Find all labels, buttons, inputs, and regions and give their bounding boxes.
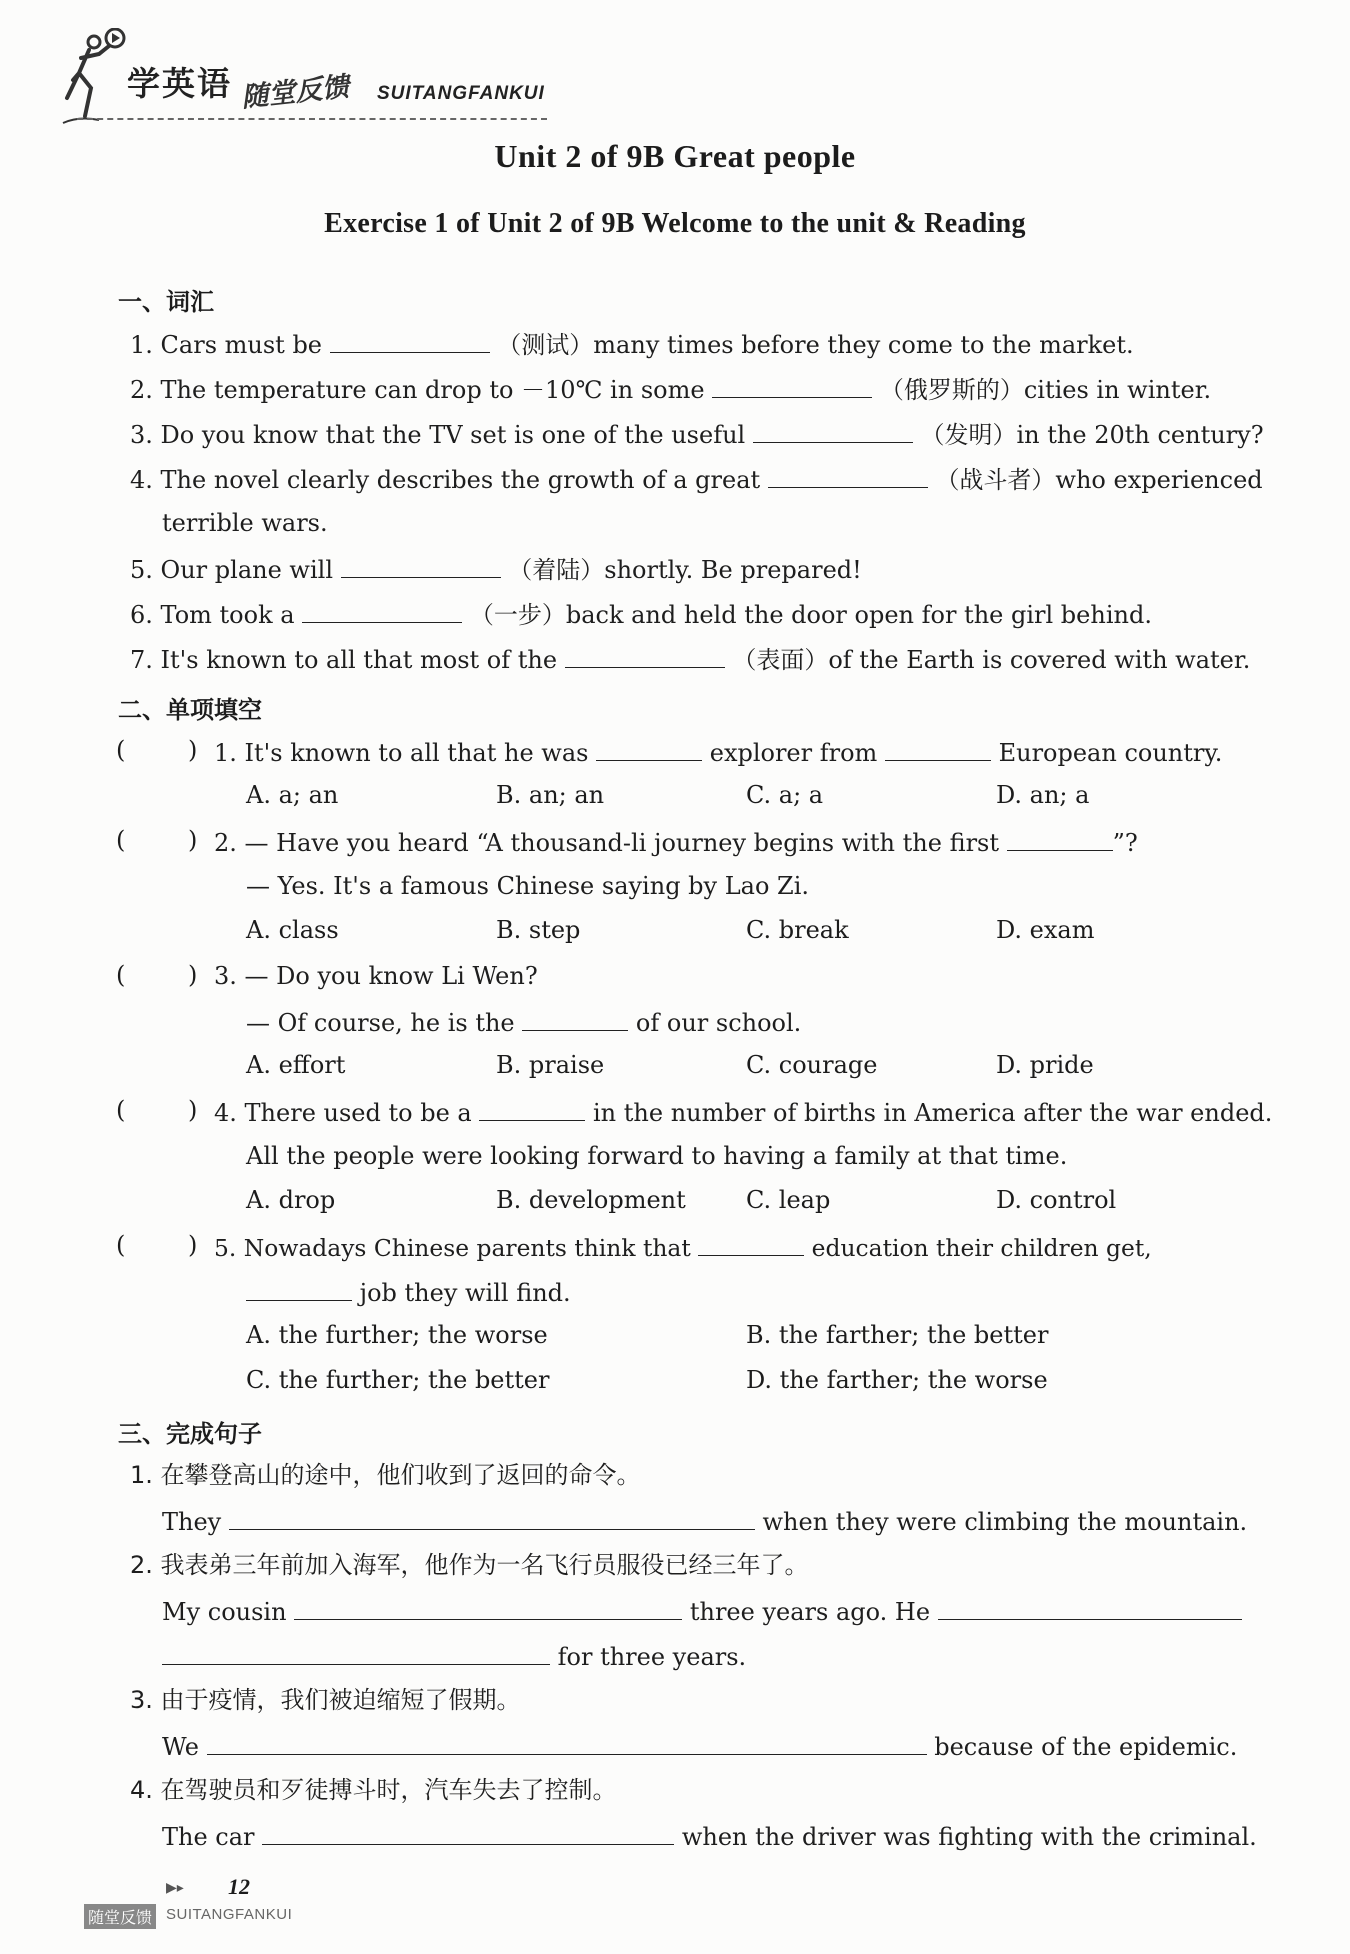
logo-sub-text: 随堂反馈 xyxy=(239,71,351,114)
item-text-after: （一步）back and held the door open for the girl behind. xyxy=(469,601,1152,629)
section-heading-complete-sentences: 三、完成句子 xyxy=(118,1420,262,1448)
logo-dashed-line xyxy=(77,118,547,120)
question-text: — Do you know Li Wen? xyxy=(244,962,538,990)
vocab-item-3 xyxy=(130,418,1264,450)
sentence-end: when the driver was fighting with the criminal. xyxy=(681,1823,1257,1851)
item-text-before: Cars must be xyxy=(160,331,323,359)
mc-question-5-continuation xyxy=(246,1276,571,1308)
mc-question-2 xyxy=(214,826,1138,858)
section-heading-vocabulary: 一、词汇 xyxy=(118,288,214,316)
translate-item-2-continuation xyxy=(162,1640,746,1672)
question-text: job they will find. xyxy=(359,1279,571,1307)
option-d[interactable]: D. an; a xyxy=(996,781,1090,809)
question-text: — Have you heard “A thousand-li journey begins with the first xyxy=(244,829,1000,857)
answer-blank[interactable] xyxy=(1007,826,1113,851)
item-text-before: Our plane will xyxy=(160,556,333,584)
sentence-start: We xyxy=(162,1733,199,1761)
answer-blank[interactable] xyxy=(330,328,490,353)
answer-bracket-left: ( xyxy=(116,1096,126,1124)
translate-item-1-chinese xyxy=(130,1460,641,1490)
translate-item-3-chinese xyxy=(130,1685,521,1715)
answer-bracket-left: ( xyxy=(116,736,126,764)
item-text-after: （战斗者）who experienced xyxy=(935,466,1263,494)
unit-title: Unit 2 of 9B Great people xyxy=(494,138,856,174)
item-number: 3. xyxy=(130,421,153,449)
answer-blank[interactable] xyxy=(885,736,991,761)
option-c[interactable]: C. courage xyxy=(746,1051,878,1079)
option-c[interactable]: C. break xyxy=(746,916,849,944)
sentence-start: The car xyxy=(162,1823,255,1851)
option-b[interactable]: B. step xyxy=(496,916,581,944)
mc-question-2-reply: — Yes. It's a famous Chinese saying by Lao Zi. xyxy=(246,872,810,900)
item-text-after: （俄罗斯的）cities in winter. xyxy=(879,376,1212,404)
item-text-after: （着陆）shortly. Be prepared! xyxy=(508,556,862,584)
item-number: 5. xyxy=(130,556,153,584)
answer-blank[interactable] xyxy=(753,418,913,443)
option-c[interactable]: C. a; a xyxy=(746,781,824,809)
answer-blank[interactable] xyxy=(938,1595,1242,1620)
answer-bracket-left: ( xyxy=(116,826,126,854)
option-b[interactable]: B. development xyxy=(496,1186,686,1214)
answer-blank[interactable] xyxy=(229,1505,755,1530)
item-number: 4. xyxy=(214,1099,237,1127)
vocab-item-4 xyxy=(130,463,1263,495)
sentence-start: They xyxy=(162,1508,222,1536)
translate-item-2-chinese xyxy=(130,1550,809,1580)
answer-blank[interactable] xyxy=(712,373,872,398)
option-a[interactable]: A. drop xyxy=(246,1186,336,1214)
question-text: European country. xyxy=(998,739,1223,767)
option-a[interactable]: A. class xyxy=(246,916,339,944)
mc-question-4-continuation: All the people were looking forward to having a family at that time. xyxy=(246,1142,1068,1170)
option-d[interactable]: D. exam xyxy=(996,916,1095,944)
sentence-end: because of the epidemic. xyxy=(934,1733,1238,1761)
mc-question-3 xyxy=(214,961,538,991)
option-b[interactable]: B. praise xyxy=(496,1051,605,1079)
item-number: 5. xyxy=(214,1234,237,1262)
mc-question-1 xyxy=(214,736,1222,768)
question-text: education their children get, xyxy=(811,1234,1152,1262)
item-number: 4. xyxy=(130,1776,153,1804)
option-a[interactable]: A. the further; the worse xyxy=(246,1321,548,1349)
logo-main-text: 学英语 xyxy=(127,64,232,103)
answer-bracket-right[interactable]: ) xyxy=(188,961,198,989)
answer-blank[interactable] xyxy=(522,1006,628,1031)
answer-blank[interactable] xyxy=(302,598,462,623)
translate-item-2-english xyxy=(162,1595,1242,1627)
answer-blank[interactable] xyxy=(207,1730,927,1755)
option-b[interactable]: B. an; an xyxy=(496,781,605,809)
answer-blank[interactable] xyxy=(294,1595,682,1620)
footer-pinyin: SUITANGFANKUI xyxy=(166,1906,293,1923)
translate-item-4-chinese xyxy=(130,1775,617,1805)
item-number: 1. xyxy=(214,739,237,767)
item-number: 1. xyxy=(130,1461,153,1489)
logo-pinyin-text: SUITANGFANKUI xyxy=(377,83,545,104)
sentence-middle: three years ago. He xyxy=(689,1598,931,1626)
item-text-after: （发明）in the 20th century? xyxy=(920,421,1264,449)
page-arrow-icon: ▶▸ xyxy=(166,1880,184,1896)
option-c[interactable]: C. the further; the better xyxy=(246,1366,550,1394)
question-text: of our school. xyxy=(635,1009,802,1037)
answer-blank[interactable] xyxy=(596,736,702,761)
item-text-before: It's known to all that most of the xyxy=(160,646,558,674)
item-number: 2. xyxy=(130,376,153,404)
mc-question-5 xyxy=(214,1231,1152,1263)
answer-bracket-right[interactable]: ) xyxy=(188,826,198,854)
mc-question-4 xyxy=(214,1096,1272,1128)
item-text-before: The novel clearly describes the growth of a great xyxy=(160,466,761,494)
translate-item-1-english xyxy=(162,1505,1247,1537)
chinese-sentence: 在驾驶员和歹徒搏斗时，汽车失去了控制。 xyxy=(160,1776,617,1804)
translate-item-4-english xyxy=(162,1820,1257,1852)
sentence-end: for three years. xyxy=(557,1643,747,1671)
header-logo xyxy=(55,28,555,128)
section-heading-multiple-choice: 二、单项填空 xyxy=(118,696,262,724)
answer-bracket-left: ( xyxy=(116,1231,126,1259)
answer-bracket-right[interactable]: ) xyxy=(188,1231,198,1259)
item-text-after: （测试）many times before they come to the market. xyxy=(497,331,1134,359)
mc-question-3-reply xyxy=(246,1006,801,1038)
answer-blank[interactable] xyxy=(262,1820,674,1845)
answer-blank[interactable] xyxy=(768,463,928,488)
question-text: Nowadays Chinese parents think that xyxy=(243,1234,691,1262)
option-d[interactable]: D. the farther; the worse xyxy=(746,1366,1048,1394)
answer-blank[interactable] xyxy=(479,1096,585,1121)
option-d[interactable]: D. pride xyxy=(996,1051,1094,1079)
sentence-end: when they were climbing the mountain. xyxy=(762,1508,1248,1536)
vocab-item-2 xyxy=(130,373,1211,405)
item-text-before: The temperature can drop to －10℃ in some xyxy=(160,376,705,404)
item-number: 7. xyxy=(130,646,153,674)
vocab-item-4-continuation: terrible wars. xyxy=(162,509,328,537)
vocab-item-1 xyxy=(130,328,1134,360)
item-number: 6. xyxy=(130,601,153,629)
answer-blank[interactable] xyxy=(246,1276,352,1301)
item-number: 2. xyxy=(130,1551,153,1579)
option-d[interactable]: D. control xyxy=(996,1186,1117,1214)
item-text-after: （表面）of the Earth is covered with water. xyxy=(732,646,1251,674)
chinese-sentence: 由于疫情，我们被迫缩短了假期。 xyxy=(160,1686,521,1714)
vocab-item-5 xyxy=(130,553,862,585)
answer-blank[interactable] xyxy=(341,553,501,578)
option-c[interactable]: C. leap xyxy=(746,1186,831,1214)
question-text: explorer from xyxy=(709,739,878,767)
option-b[interactable]: B. the farther; the better xyxy=(746,1321,1049,1349)
item-number: 3. xyxy=(130,1686,153,1714)
question-text: ”? xyxy=(1112,829,1138,857)
translate-item-3-english xyxy=(162,1730,1237,1762)
question-text: There used to be a xyxy=(244,1099,472,1127)
item-number: 2. xyxy=(214,829,237,857)
question-text: in the number of births in America after the war ended. xyxy=(593,1099,1273,1127)
option-a[interactable]: A. effort xyxy=(246,1051,346,1079)
item-number: 4. xyxy=(130,466,153,494)
page-number: 12 xyxy=(228,1874,250,1899)
sentence-start: My cousin xyxy=(162,1598,287,1626)
question-text: — Of course, he is the xyxy=(246,1009,515,1037)
answer-blank[interactable] xyxy=(162,1640,550,1665)
answer-bracket-right[interactable]: ) xyxy=(188,736,198,764)
answer-bracket-right[interactable]: ) xyxy=(188,1096,198,1124)
item-number: 3. xyxy=(214,962,237,990)
item-text-before: Do you know that the TV set is one of the useful xyxy=(160,421,746,449)
footer-badge: 随堂反馈 xyxy=(84,1904,156,1929)
chinese-sentence: 我表弟三年前加入海军，他作为一名飞行员服役已经三年了。 xyxy=(160,1551,809,1579)
chinese-sentence: 在攀登高山的途中，他们收到了返回的命令。 xyxy=(160,1461,641,1489)
vocab-item-6 xyxy=(130,598,1152,630)
item-text-before: Tom took a xyxy=(160,601,295,629)
answer-bracket-left: ( xyxy=(116,961,126,989)
exercise-subtitle: Exercise 1 of Unit 2 of 9B Welcome to the unit & Reading xyxy=(324,208,1026,239)
item-number: 1. xyxy=(130,331,153,359)
answer-blank[interactable] xyxy=(698,1231,804,1256)
vocab-item-7 xyxy=(130,643,1250,675)
option-a[interactable]: A. a; an xyxy=(246,781,339,809)
question-text: It's known to all that he was xyxy=(244,739,589,767)
answer-blank[interactable] xyxy=(565,643,725,668)
